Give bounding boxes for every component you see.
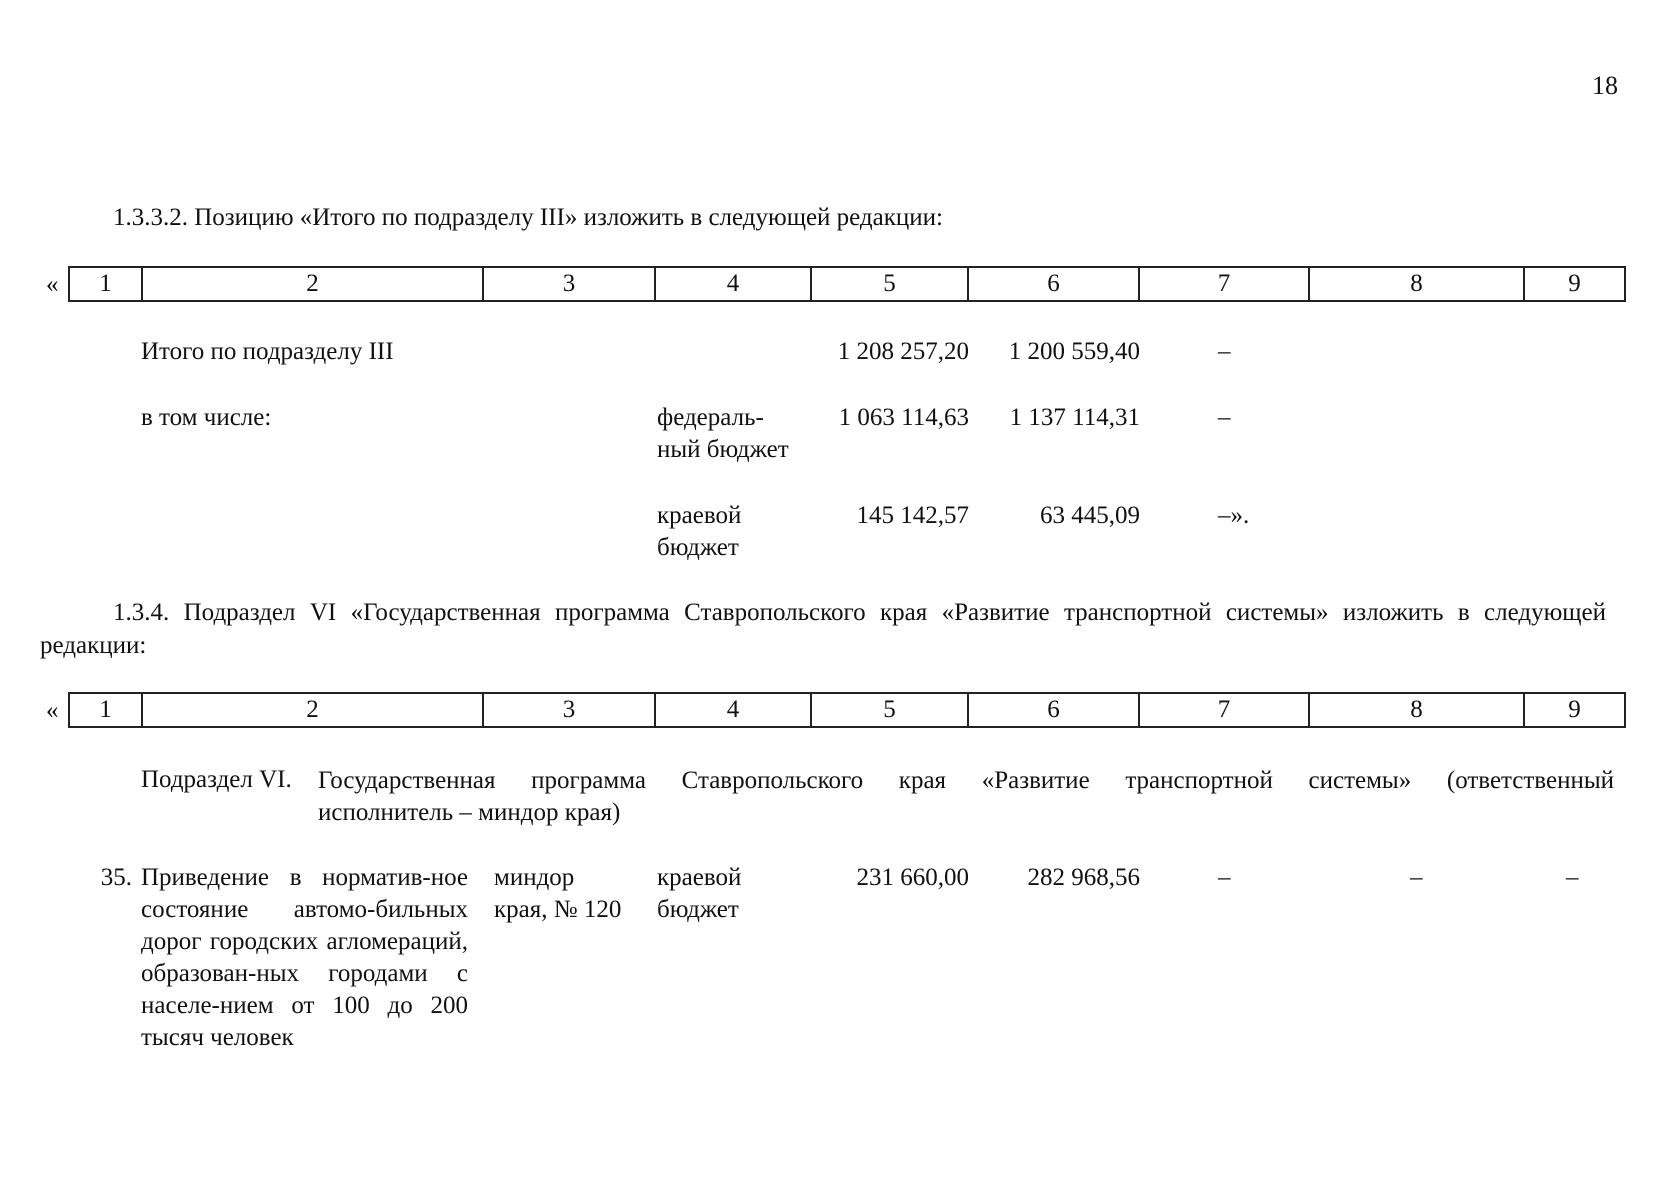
row-description: Приведение в норматив-ное состояние автомо-бильных дорог городских агломераций, образован-ных городами с населе-нием от 100 до 200 тысяч человек <box>141 864 468 1051</box>
regional-source-line1: краевой <box>657 502 742 529</box>
regional-source-line2: бюджет <box>657 534 739 561</box>
total-label: Итого по подразделу III <box>141 338 394 365</box>
column-header-cell: 9 <box>1524 693 1625 727</box>
column-header-cell: 2 <box>142 693 483 727</box>
column-header-cell: 5 <box>811 267 968 301</box>
page-number: 18 <box>1592 71 1618 100</box>
subsection-label: Подраздел VI. <box>141 766 292 793</box>
federal-col6: 1 137 114,31 <box>1009 404 1140 431</box>
row-col7: – <box>1218 864 1231 891</box>
row-number: 35. <box>100 864 132 891</box>
regional-col7: –». <box>1218 502 1250 529</box>
column-header-cell: 3 <box>483 267 655 301</box>
column-header-cell: 8 <box>1309 267 1524 301</box>
subsection-title-line2: исполнитель – миндор края) <box>318 799 621 826</box>
row-col8: – <box>1410 864 1423 891</box>
column-number-header <box>68 266 1626 302</box>
column-header-cell: 5 <box>811 693 968 727</box>
paragraph-1-3-4: 1.3.4. Подраздел VI «Государственная программа Ставропольского края «Развитие транспортной системы» изложить в следующей редакции: <box>40 599 1606 659</box>
regional-col5: 145 142,57 <box>856 502 969 529</box>
column-header-cell: 3 <box>483 693 655 727</box>
row-col6: 282 968,56 <box>1027 864 1140 891</box>
paragraph-1-3-3-2: 1.3.3.2. Позицию «Итого по подразделу III» изложить в следующей редакции: <box>113 204 943 231</box>
federal-col5: 1 063 114,63 <box>838 404 969 431</box>
opening-quote: « <box>46 697 59 724</box>
executor-line2: края, № 120 <box>494 896 622 923</box>
federal-source-line2: ный бюджет <box>657 436 789 463</box>
column-header-cell: 6 <box>968 267 1139 301</box>
total-col5: 1 208 257,20 <box>837 338 969 365</box>
column-header-cell: 4 <box>655 267 811 301</box>
column-header-cell: 9 <box>1524 267 1625 301</box>
source-line2: бюджет <box>657 896 739 923</box>
row-col5: 231 660,00 <box>856 864 969 891</box>
column-number-header <box>68 692 1626 728</box>
column-header-cell: 7 <box>1139 693 1309 727</box>
column-header-cell: 7 <box>1139 267 1309 301</box>
total-col6: 1 200 559,40 <box>1008 338 1140 365</box>
executor-line1: миндор <box>494 864 575 891</box>
opening-quote: « <box>46 271 59 298</box>
including-label: в том числе: <box>141 404 272 431</box>
row-col9: – <box>1566 864 1579 891</box>
column-header-cell: 8 <box>1309 693 1524 727</box>
subsection-title-line1: Государственная программа Ставропольского края «Развитие транспортной системы» (ответственный <box>318 767 1614 794</box>
column-header-cell: 6 <box>968 693 1139 727</box>
column-header-cell: 1 <box>69 693 142 727</box>
total-col7: – <box>1218 338 1231 365</box>
column-header-cell: 2 <box>142 267 483 301</box>
column-header-cell: 4 <box>655 693 811 727</box>
federal-source-line1: федераль- <box>657 404 764 431</box>
federal-col7: – <box>1218 404 1231 431</box>
regional-col6: 63 445,09 <box>1040 502 1140 529</box>
source-line1: краевой <box>657 864 742 891</box>
column-header-cell: 1 <box>69 267 142 301</box>
